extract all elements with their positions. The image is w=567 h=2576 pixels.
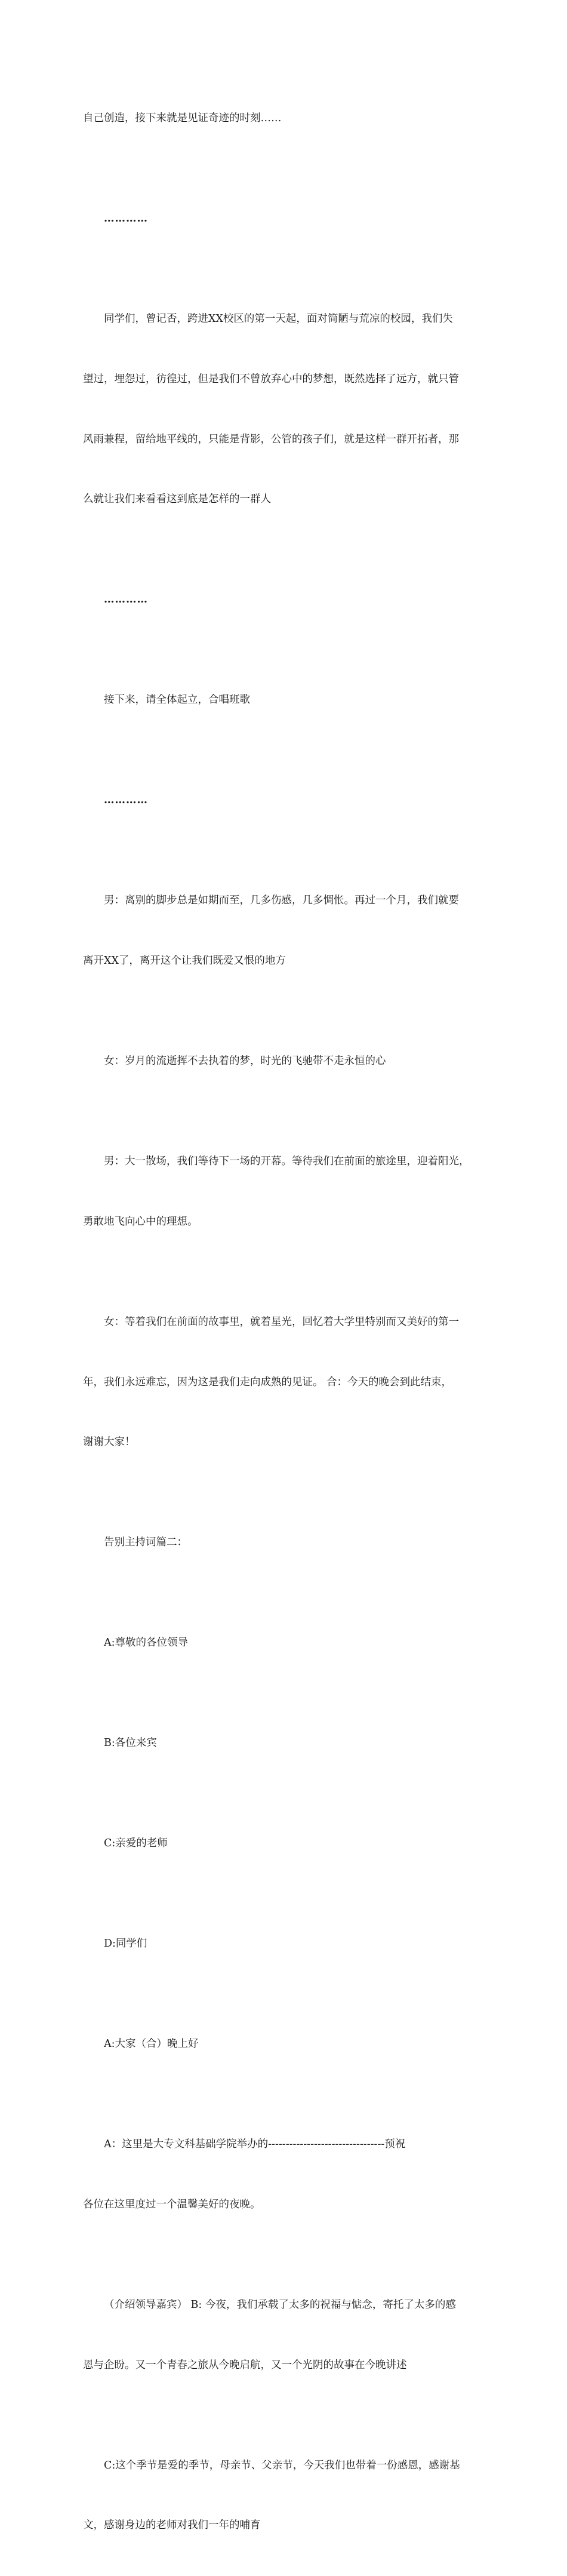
ellipsis-separator xyxy=(83,751,486,851)
paragraph xyxy=(83,269,486,550)
text-line: 自己创造，接下来就是见证奇迹的时刻…… xyxy=(83,112,282,125)
paragraph xyxy=(83,2415,486,2576)
text-line: （介绍领导嘉宾） B: 今夜，我们承载了太多的祝福与惦念，寄托了太多的感 xyxy=(104,2298,456,2311)
greeting-line xyxy=(83,1794,486,1894)
text-line: 各位在这里度过一个温馨美好的夜晚。 xyxy=(83,2198,261,2211)
text-line: 接下来，请全体起立，合唱班歌 xyxy=(104,694,250,706)
text-line: B:各位来宾 xyxy=(104,1737,157,1750)
paragraph xyxy=(83,2095,486,2255)
text-line: 年，我们永远难忘，因为这是我们走向成熟的见证。 合：今天的晚会到此结束， xyxy=(83,1376,452,1388)
text-line: 勇敢地飞向心中的理想。 xyxy=(83,1215,198,1228)
text-line: A:尊敬的各位领导 xyxy=(104,1637,189,1649)
text-line: D:同学们 xyxy=(104,1938,147,1950)
dialogue-female xyxy=(83,1012,486,1112)
text-line: 么就让我们来看看这到底是怎样的一群人 xyxy=(83,493,271,506)
text-line: 风雨兼程，留给地平线的，只能是背影，公管的孩子们，就是这样一群开拓者，那 xyxy=(83,433,459,445)
greeting-line xyxy=(83,1693,486,1794)
greeting-line xyxy=(83,1994,486,2095)
ellipsis-separator xyxy=(83,550,486,650)
greeting-line xyxy=(83,1593,486,1693)
greeting-line xyxy=(83,1894,486,1994)
text-line: A：这里是大专文科基础学院举办的---------------------------------预祝 xyxy=(104,2138,406,2151)
text-line: ………… xyxy=(104,794,148,807)
section-heading xyxy=(83,1493,486,1593)
paragraph xyxy=(83,2255,486,2416)
dialogue-female xyxy=(83,1272,486,1493)
text-line: C:这个季节是爱的季节，母亲节、父亲节，今天我们也带着一份感恩，感谢基 xyxy=(104,2459,460,2472)
text-line: 女：等着我们在前面的故事里，就着星光，回忆着大学里特别而又美好的第一 xyxy=(104,1315,459,1328)
document-body xyxy=(83,69,486,2576)
text-line: 同学们，曾记否，跨进XX校区的第一天起，面对简陋与荒凉的校园，我们失 xyxy=(104,313,453,325)
text-line: 告别主持词篇二： xyxy=(104,1536,187,1549)
dialogue-male xyxy=(83,1112,486,1272)
paragraph xyxy=(83,650,486,751)
text-line: 男：离别的脚步总是如期而至，几多伤感，几多惆怅。再过一个月，我们就要 xyxy=(104,894,459,907)
paragraph xyxy=(83,69,486,169)
dialogue-male xyxy=(83,851,486,1012)
text-line: 望过，埋怨过，彷徨过，但是我们不曾放弃心中的梦想，既然选择了远方，就只管 xyxy=(83,373,459,385)
text-line: 离开XX了，离开这个让我们既爱又恨的地方 xyxy=(83,955,286,967)
ellipsis-separator xyxy=(83,169,486,269)
text-line: 文，感谢身边的老师对我们一年的哺育 xyxy=(83,2519,261,2532)
text-line: 女：岁月的流逝挥不去执着的梦，时光的飞驰带不走永恒的心 xyxy=(104,1055,386,1068)
text-line: ………… xyxy=(104,213,148,225)
text-line: A:大家（合）晚上好 xyxy=(104,2038,199,2051)
text-line: 谢谢大家！ xyxy=(83,1436,135,1449)
text-line: 男：大一散场，我们等待下一场的开幕。等待我们在前面的旅途里，迎着阳光， xyxy=(104,1155,470,1168)
text-line: C:亲爱的老师 xyxy=(104,1837,168,1850)
text-line: ………… xyxy=(104,594,148,606)
text-line: 恩与企盼。又一个青春之旅从今晚启航，又一个光阴的故事在今晚讲述 xyxy=(83,2359,407,2371)
